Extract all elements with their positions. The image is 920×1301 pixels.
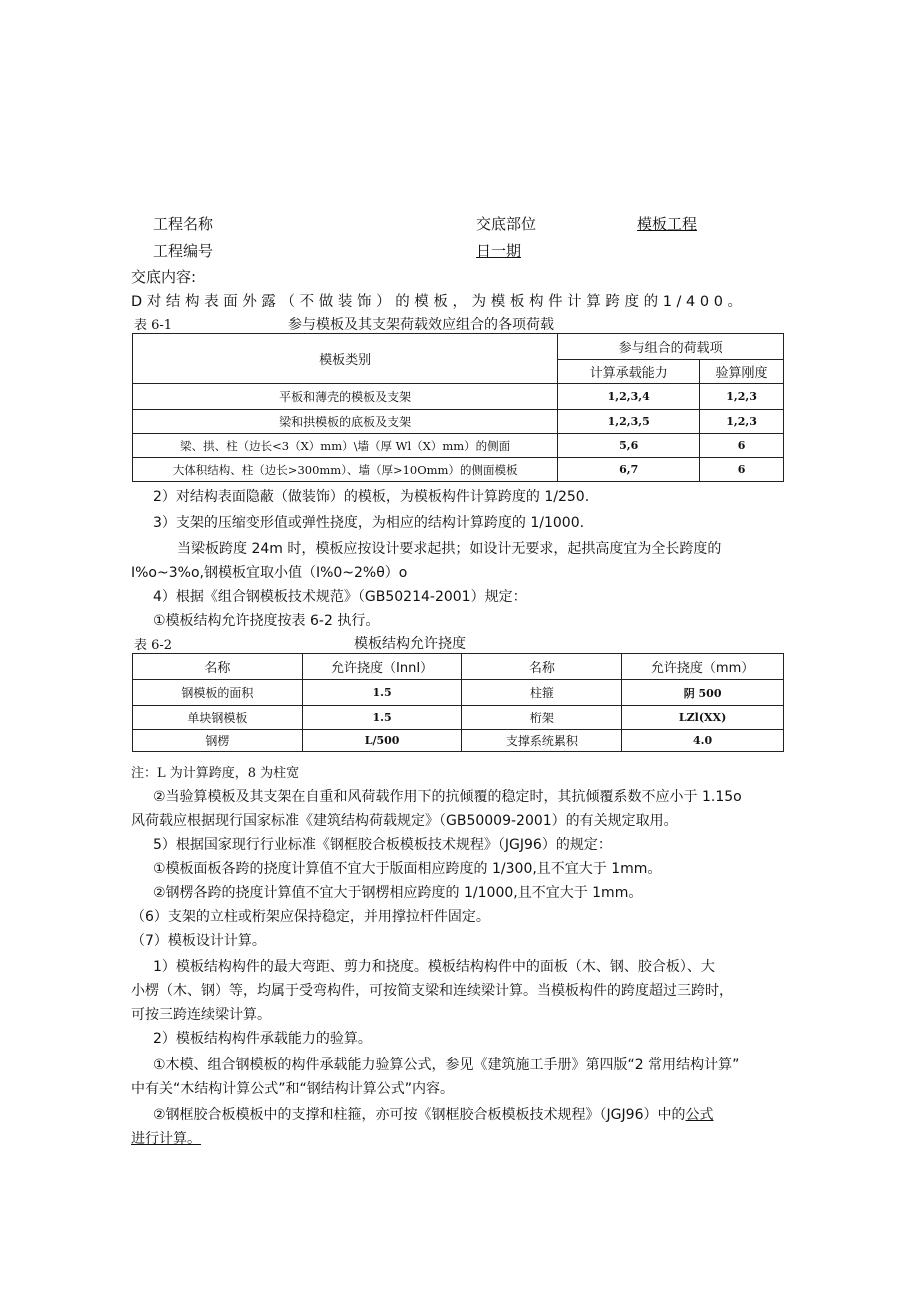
handover-part-label: 交底部位 [476, 215, 537, 233]
table1-cell-category: 梁和拱模板的底板及支架 [133, 410, 558, 434]
date-label: 日一期 [476, 242, 522, 260]
table2-label: 表 6-2 [134, 638, 173, 653]
table1-cell-stiffness: 6 [700, 458, 784, 482]
table1-cell-category: 大体积结构、柱（边长>300mm）、墙（厚>10Omm）的侧面模板 [133, 458, 558, 482]
table2-cell: 阴 500 [622, 680, 784, 706]
table1-title: 参与模板及其支架荷载效应组合的各项荷载 [288, 317, 554, 333]
table1-cell-capacity: 1,2,3,5 [558, 410, 700, 434]
table2-cell: L/500 [302, 730, 462, 752]
paragraph-7-1c: 可按三跨连续梁计算。 [131, 1007, 271, 1023]
table2-cell: 1.5 [302, 706, 462, 730]
paragraph-3: 3）支架的压缩变形值或弹性挠度，为相应的结构计算跨度的 1/1000. [153, 515, 585, 531]
table2-cell: LZl(XX) [622, 706, 784, 730]
table1-header-capacity: 计算承载能力 [558, 360, 700, 384]
table2-cell: 钢楞 [133, 730, 303, 752]
table1-cell-capacity: 6,7 [558, 458, 700, 482]
table2-header-name: 名称 [462, 654, 622, 680]
table2-header-deflection: 允许挠度（mm） [622, 654, 784, 680]
table-6-1 [132, 333, 784, 482]
table-row [133, 458, 784, 482]
paragraph-arch-2: I%o~3%o,钢模板宜取小值（I%0~2%θ）o [131, 565, 408, 581]
project-no-label: 工程编号 [153, 242, 214, 260]
table2-title: 模板结构允许挠度 [354, 636, 466, 652]
table-row [133, 410, 784, 434]
table-6-2 [132, 653, 784, 752]
table1-cell-category: 平板和薄壳的模板及支架 [133, 384, 558, 410]
paragraph-7-1b: 小楞（木、钢）等，均属于受弯构件，可按简支梁和连续梁计算。当模板构件的跨度超过三跨时， [131, 983, 733, 999]
table1-label: 表 6-1 [134, 318, 173, 333]
table2-cell: 柱箍 [462, 680, 622, 706]
paragraph-5b: ②钢楞各跨的挠度计算值不宜大于钢楞相应跨度的 1/1000,且不宜大于 1mm。 [153, 885, 643, 901]
table-row [133, 730, 784, 752]
paragraph-6: （6）支架的立柱或桁架应保持稳定，并用撑拉杆件固定。 [131, 909, 490, 925]
table2-note: 注：L 为计算跨度，8 为柱宽 [131, 766, 300, 781]
paragraph-stability-1: ②当验算模板及其支架在自重和风荷载作用下的抗倾覆的稳定时，其抗倾覆系数不应小于 1.15o [153, 789, 742, 805]
content-label: 交底内容: [131, 268, 197, 286]
paragraph-4a: ①模板结构允许挠度按表 6-2 执行。 [153, 613, 380, 629]
table2-cell: 4.0 [622, 730, 784, 752]
paragraph-7-2: 2）模板结构构件承载能力的验算。 [153, 1031, 372, 1047]
paragraph-stability-2: 风荷载应根据现行国家标准《建筑结构荷载规定》（GB50009-2001）的有关规定取用。 [131, 813, 678, 829]
table2-cell: 支撑系统累积 [462, 730, 622, 752]
paragraph-arch-1: 当梁板跨度 24m 时，模板应按设计要求起拱；如设计无要求，起拱高度宜为全长跨度的 [177, 541, 722, 557]
table-row [133, 680, 784, 706]
handover-part-value: 模板工程 [637, 215, 698, 233]
paragraph-7-2b-2: 进行计算。 [131, 1131, 201, 1147]
paragraph-7-2b-text: ②钢框胶合板模板中的支撑和柱箍，亦可按《钢框胶合板模板技术规程》（JGJ96）中的 [153, 1107, 686, 1123]
table-row [133, 434, 784, 458]
table2-cell: 桁架 [462, 706, 622, 730]
table1-header-group: 参与组合的荷载项 [558, 334, 784, 360]
table2-cell: 1.5 [302, 680, 462, 706]
table1-cell-stiffness: 6 [700, 434, 784, 458]
paragraph-4: 4）根据《组合钢模板技术规范》（GB50214-2001）规定： [153, 589, 527, 605]
table1-cell-capacity: 1,2,3,4 [558, 384, 700, 410]
table2-header-deflection: 允许挠度（InnI） [302, 654, 462, 680]
table-row [133, 384, 784, 410]
paragraph-5: 5）根据国家现行行业标准《钢框胶合板模板技术规程》（JGJ96）的规定： [153, 837, 612, 853]
project-name-label: 工程名称 [153, 215, 214, 233]
paragraph-7-2a-2: 中有关“木结构计算公式”和“钢结构计算公式”内容。 [131, 1081, 455, 1097]
paragraph-7-1a: 1）模板结构构件的最大弯距、剪力和挠度。模板结构构件中的面板（木、钢、胶合板）、大 [153, 959, 715, 975]
paragraph-7-2b-1 [153, 1104, 713, 1124]
paragraph-7: （7）模板设计计算。 [131, 933, 266, 949]
table2-cell: 单块钢模板 [133, 706, 303, 730]
table2-header-name: 名称 [133, 654, 303, 680]
table1-cell-capacity: 5,6 [558, 434, 700, 458]
table1-cell-stiffness: 1,2,3 [700, 384, 784, 410]
paragraph-d: D 对 结 构 表 面 外 露 （ 不 做 装 饰 ） 的 模 板 ， 为 模 板 构 件 计 算 跨 度 的 1 / 4 0 0 。 [131, 294, 743, 310]
table1-cell-category: 梁、拱、柱（边长<3（X）mm）\墙（厚 Wl（X）mm）的侧面 [133, 434, 558, 458]
table1-cell-stiffness: 1,2,3 [700, 410, 784, 434]
formula-link-text: 公式 [685, 1107, 714, 1123]
paragraph-2: 2）对结构表面隐蔽（做装饰）的模板，为模板构件计算跨度的 1/250. [153, 489, 590, 505]
table1-header-category: 模板类别 [133, 334, 558, 384]
table1-header-stiffness: 验算刚度 [700, 360, 784, 384]
table-row [133, 706, 784, 730]
paragraph-5a: ①模板面板各跨的挠度计算值不宜大于版面相应跨度的 1/300,且不宜大于 1mm。 [153, 861, 662, 877]
paragraph-7-2a-1: ①木模、组合钢模板的构件承载能力验算公式，参见《建筑施工手册》第四版“2 常用结构计算” [153, 1057, 740, 1073]
table2-cell: 钢模板的面积 [133, 680, 303, 706]
